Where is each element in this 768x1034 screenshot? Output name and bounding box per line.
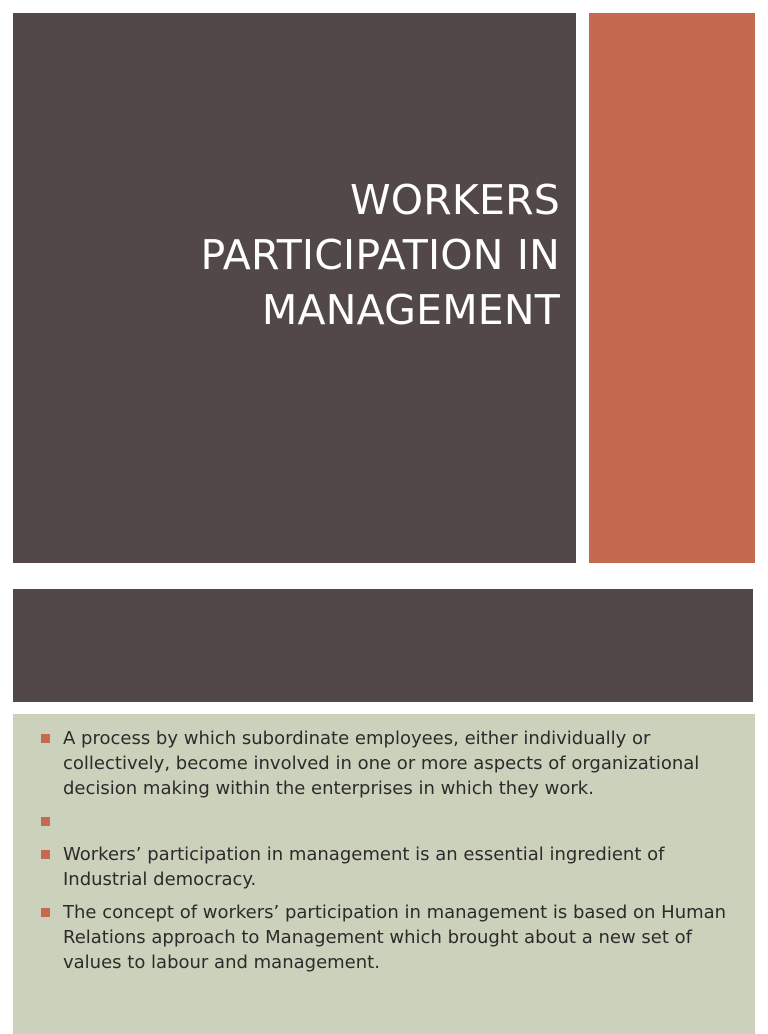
bullet-text: A process by which subordinate employees, either individually or collectively, become involved in one or more aspects of organizational decision making within the enterprises in which they work. — [63, 728, 700, 799]
bullet-text: The concept of workers’ participation in management is based on Human Relations approach to Management which brought about a new set of values to labour and management. — [63, 902, 727, 973]
content-slide-body — [13, 714, 755, 1034]
title-slide-panel — [13, 13, 576, 563]
title-slide-accent-bar — [589, 13, 755, 563]
square-bullet-icon — [41, 817, 50, 826]
content-slide-header — [13, 589, 753, 702]
square-bullet-icon — [41, 734, 50, 743]
bullet-item-4 — [41, 900, 731, 975]
bullet-list — [41, 726, 731, 983]
bullet-item-3 — [41, 842, 731, 892]
slide-title: WORKERS PARTICIPATION IN MANAGEMENT — [200, 176, 560, 334]
bullet-item-1 — [41, 726, 731, 801]
bullet-text: Workers’ participation in management is an essential ingredient of Industrial democracy. — [63, 844, 665, 890]
square-bullet-icon — [41, 908, 50, 917]
square-bullet-icon — [41, 850, 50, 859]
bullet-item-2 — [41, 809, 731, 834]
